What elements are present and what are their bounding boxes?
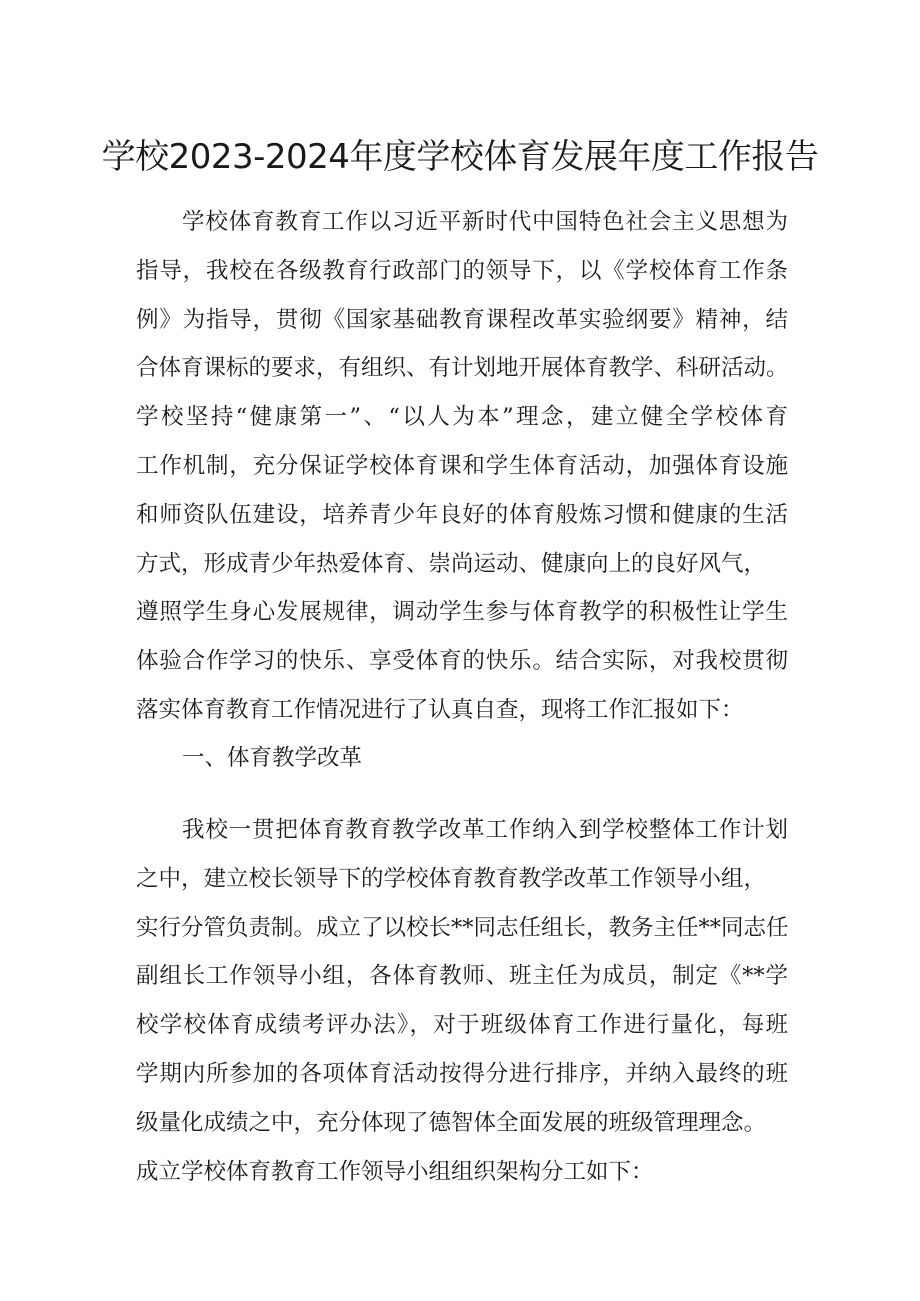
paragraph-line: 副组长工作领导小组，各体育教师、班主任为成员，制定《**学	[136, 963, 788, 990]
paragraph-line: 指导，我校在各级教育行政部门的领导下，以《学校体育工作条	[136, 257, 788, 284]
paragraph-line: 方式，形成青少年热爱体育、崇尚运动、健康向上的良好风气，	[136, 550, 767, 577]
paragraph-line: 例》为指导，贯彻《国家基础教育课程改革实验纲要》精神，结	[136, 306, 788, 333]
intro-paragraph	[136, 198, 788, 735]
paragraph-line: 之中，建立校长领导下的学校体育教育教学改革工作领导小组，	[136, 865, 767, 892]
section-paragraph	[136, 806, 788, 1196]
document-title: 学校2023-2024年度学校体育发展年度工作报告	[101, 137, 819, 177]
paragraph-line: 成立学校体育教育工作领导小组组织架构分工如下：	[136, 1158, 654, 1185]
paragraph-line: 学期内所参加的各项体育活动按得分进行排序，并纳入最终的班	[136, 1060, 788, 1087]
paragraph-line: 校学校体育成绩考评办法》，对于班级体育工作进行量化，每班	[136, 1012, 788, 1039]
paragraph-line: 和师资队伍建设，培养青少年良好的体育般炼习惯和健康的生活	[136, 501, 788, 528]
section-heading: 一、体育教学改革	[182, 745, 363, 771]
paragraph-line: 学校体育教育工作以习近平新时代中国特色社会主义思想为	[182, 209, 788, 235]
paragraph-line: 落实体育教育工作情况进行了认真自查，现将工作汇报如下：	[136, 696, 744, 723]
paragraph-line: 学校坚持“健康第一”、“以人为本”理念，建立健全学校体育	[136, 404, 788, 431]
paragraph-line: 合体育课标的要求，有组织、有计划地开展体育教学、科研活动。	[136, 355, 789, 382]
paragraph-line: 级量化成绩之中，充分体现了德智体全面发展的班级管理理念。	[136, 1109, 767, 1136]
paragraph-line: 我校一贯把体育教育教学改革工作纳入到学校整体工作计划	[182, 817, 788, 843]
paragraph-line: 体验合作学习的快乐、享受体育的快乐。结合实际，对我校贯彻	[136, 648, 788, 675]
paragraph-line: 遵照学生身心发展规律，调动学生参与体育教学的积极性让学生	[136, 599, 788, 626]
paragraph-line: 实行分管负责制。成立了以校长**同志任组长，教务主任**同志任	[136, 914, 789, 941]
paragraph-line: 工作机制，充分保证学校体育课和学生体育活动，加强体育设施	[136, 452, 788, 479]
